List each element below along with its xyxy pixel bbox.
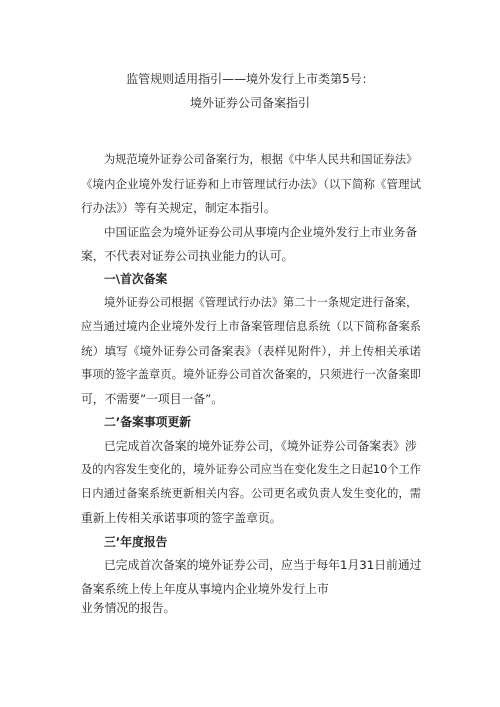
paragraph-1-line: 《境内企业境外发行证券和上市管理试行办法》（以下简称《管理试 [81,177,421,191]
paragraph-1-line: 为规范境外证券公司备案行为，根据《中华人民共和国证券法》 [104,153,418,166]
paragraph-2-line: 案，不代表对证券公司执业能力的认可。 [81,249,294,263]
paragraph-5-line: 备案系统上传上年度从事境内企业境外发行上市 [81,582,329,596]
paragraph-2-line: 中国证监会为境外证券公司从事境内企业境外发行上市业务备 [104,225,418,239]
document-title-line-1: 监管规则适用指引——境外发行上市类第5号： [126,72,374,86]
paragraph-3-line: 应当通过境内企业境外发行上市备案管理信息系统（以下简称备案系 [81,320,421,333]
document-title-line-2: 境外证券公司备案指引 [189,96,310,110]
paragraph-4-line: 重新上传相关承诺事项的签字盖章页。 [81,511,282,525]
paragraph-3-line: 可，不需要”一项目一备”。 [81,392,223,406]
paragraph-4-line: 已完成首次备案的境外证券公司，《境外证券公司备案表》涉 [104,439,417,453]
section-heading-1: 一\首次备案 [104,272,168,286]
paragraph-3-line: 境外证券公司根据《管理试行办法》第二十一条规定进行备案， [104,296,418,309]
paragraph-4-line: 及的内容发生变化的，境外证券公司应当在变化发生之日起10个工作 [81,463,421,476]
paragraph-3-line: 统）填写《境外证券公司备案表》（表样见附件），并上传相关承诺 [81,344,421,358]
paragraph-1-line: 行办法》）等有关规定，制定本指引。 [81,201,276,215]
paragraph-5-line: 业务情况的报告。 [81,601,176,615]
paragraph-3-line: 事项的签字盖章页。境外证券公司首次备案的，只须进行一次备案即 [81,368,421,381]
section-heading-3: 三’年度报告 [104,535,168,549]
section-heading-2: 二’备案事项更新 [104,415,192,429]
paragraph-5-line: 已完成首次备案的境外证券公司，应当于每年1月31日前通过 [104,558,422,572]
paragraph-4-line: 日内通过备案系统更新相关内容。公司更名或负责人发生变化的，需 [81,487,421,500]
